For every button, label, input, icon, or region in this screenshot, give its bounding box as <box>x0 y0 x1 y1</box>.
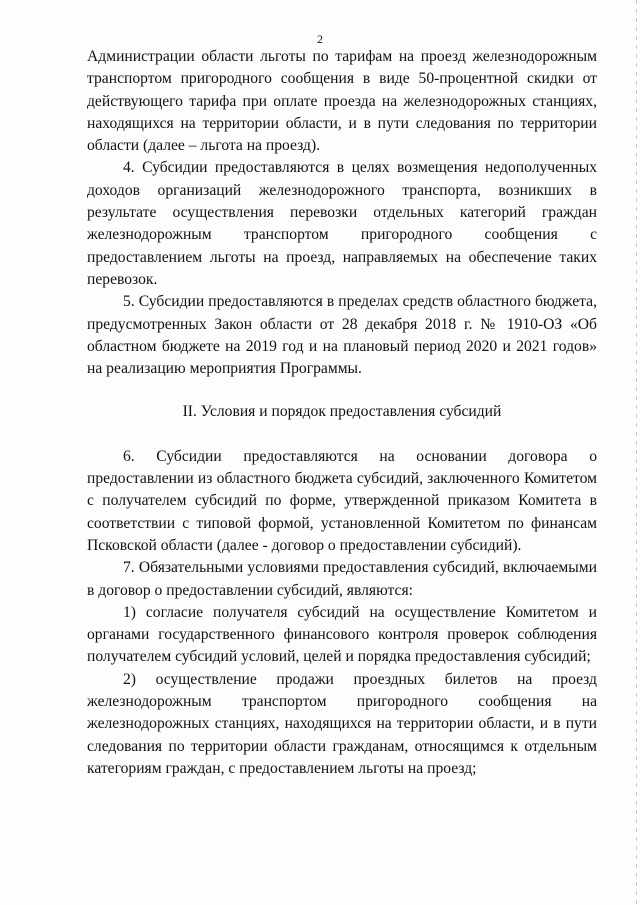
paragraph-item-5: 5. Субсидии предоставляются в пределах средств областного бюджета, предусмотренных Закон области от 28 декабря 2018 г. № 1910-ОЗ «Об областном бюджете на 2019 год и на плановый период 2020 и 2021 годов» на реализацию мероприятия Программы. <box>87 293 597 378</box>
subitem-1: 1) согласие получателя субсидий на осуществление Комитетом и органами государственного финансового контроля проверок соблюдения получателем субсидий условий, целей и порядка предоставления субсидий; <box>87 603 597 666</box>
paragraph-continuation: Администрации области льготы по тарифам на проезд железнодорожным транспортом пригородного сообщения в виде 50-процентной скидки от действующего тарифа при оплате проезда на железнодорожных станциях, находящихся на территории области, и в пути следования по территории области (далее – льгота на проезд). <box>87 48 597 155</box>
paragraph-item-7: 7. Обязательными условиями предоставления субсидий, включаемыми в договор о предоставлении субсидий, являются: <box>87 559 597 599</box>
subitem-2: 2) осуществление продажи проездных билетов на проезд железнодорожным транспортом пригородного сообщения на железнодорожных станциях, находящихся на территории области, и в пути следования по территории области гражданам, относящимся к отдельным категориям граждан, с предоставлением льготы на проезд; <box>87 670 597 777</box>
paragraph-item-6: 6. Субсидии предоставляются на основании договора о предоставлении из областного бюджета субсидий, заключенного Комитетом с получателем субсидий по форме, утвержденной приказом Комитета в соответствии с типовой формой, установленной Комитетом по финансам Псковской области (далее - договор о предоставлении субсидий). <box>87 447 597 554</box>
page-edge-artifact <box>636 0 637 905</box>
document-body <box>87 46 597 780</box>
section-heading: II. Условия и порядок предоставления субсидий <box>182 403 502 421</box>
paragraph-item-4: 4. Субсидии предоставляются в целях возмещения недополученных доходов организаций железнодорожного транспорта, возникших в результате осуществления перевозки отдельных категорий граждан железнодорожным транспортом пригородного сообщения с предоставлением льготы на проезд, направляемых на обеспечение таких перевозок. <box>87 159 597 288</box>
page-number: 2 <box>317 32 323 46</box>
